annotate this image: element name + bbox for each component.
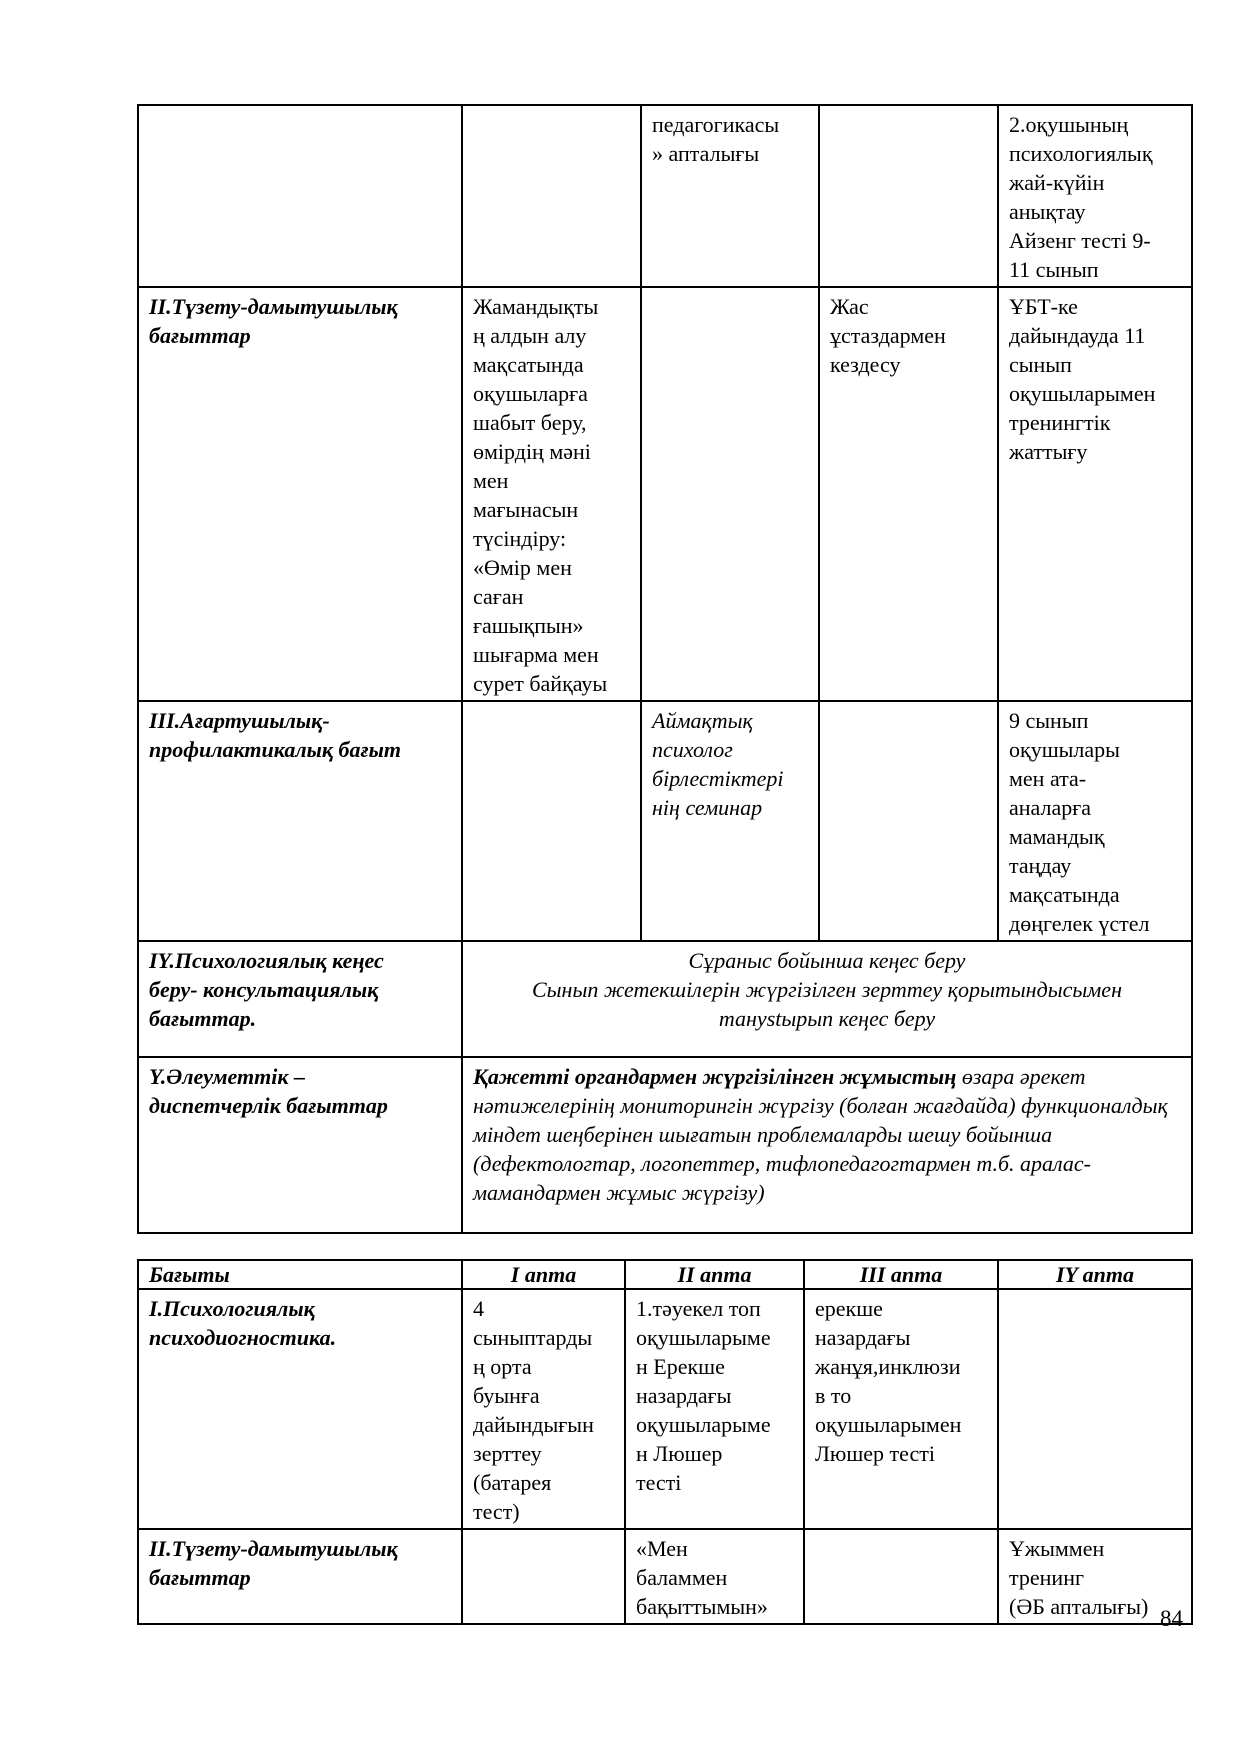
table-row <box>138 1289 1192 1529</box>
cell-text-line: 4 <box>473 1296 484 1321</box>
cell-text-line: психологиялық <box>1009 141 1153 166</box>
week2-cell <box>625 1289 804 1529</box>
cell-text-line: сурет байқауы <box>473 671 608 696</box>
cell-text-line: саған <box>473 584 524 609</box>
cell-text-line: II.Түзету-дамытушылық <box>149 294 398 319</box>
cell-text-line: Жамандықты <box>473 294 599 319</box>
cell-text-line: психодиогностика. <box>149 1325 337 1350</box>
cell-text-line: жай-күйін <box>1009 170 1105 195</box>
table-row <box>138 1529 1192 1624</box>
cell-text-line: Y.Әлеуметтік – <box>149 1064 305 1089</box>
cell-text-line: мен <box>473 468 509 493</box>
cell-text-line: » апталығы <box>652 141 760 166</box>
cell-text-line: аналарға <box>1009 795 1092 820</box>
cell-text-line: оқушыларымен <box>1009 381 1156 406</box>
week3-cell <box>819 105 998 287</box>
cell-text-line: баламмен <box>636 1565 728 1590</box>
cell-text-line: ң орта <box>473 1354 532 1379</box>
table-row <box>138 1057 1192 1233</box>
cell-text-line: таңдау <box>1009 853 1072 878</box>
cell-text-line: IY.Психологиялық кеңес <box>149 948 384 973</box>
week2-cell <box>625 1529 804 1624</box>
direction-cell <box>138 287 462 701</box>
direction-cell <box>138 1289 462 1529</box>
cell-text-line: в то <box>815 1383 852 1408</box>
cell-text-line: жанұя,инклюзи <box>815 1354 961 1379</box>
week2-cell <box>641 701 819 941</box>
cell-text-line: I.Психологиялық <box>149 1296 315 1321</box>
week4-cell <box>998 701 1192 941</box>
week1-cell <box>462 1289 625 1529</box>
weekly-plan-table <box>137 1259 1193 1625</box>
cell-text-line: III.Ағартушылық- <box>149 708 330 733</box>
cell-text-line: назардағы <box>815 1325 911 1350</box>
week3-cell <box>804 1289 998 1529</box>
cell-text-line: шығарма мен <box>473 642 599 667</box>
week3-cell <box>819 287 998 701</box>
page-number: 84 <box>1160 1606 1183 1631</box>
header-week-3: III апта <box>804 1260 998 1289</box>
week4-cell <box>998 1289 1192 1529</box>
cell-text-line: ң алдын алу <box>473 323 587 348</box>
week2-cell <box>641 105 819 287</box>
header-week-2: II апта <box>625 1260 804 1289</box>
cell-text-line: тест) <box>473 1499 520 1524</box>
week1-cell <box>462 105 641 287</box>
cell-text-line: Ұжыммен <box>1009 1536 1105 1561</box>
cell-text-line: мен ата- <box>1009 766 1087 791</box>
cell-text-line: ғашықпын» <box>473 613 584 638</box>
cell-text-line: бақыттымын» <box>636 1594 768 1619</box>
cell-text-line: н Люшер <box>636 1441 723 1466</box>
direction-cell <box>138 941 462 1057</box>
cell-text-line: 1.тәуекел топ <box>636 1296 761 1321</box>
cell-text-line: Сұраныс бойынша кеңес беру <box>688 948 966 973</box>
cell-text-line: оқушылары <box>1009 737 1120 762</box>
cell-text-line: сыныптарды <box>473 1325 593 1350</box>
table-row <box>138 105 1192 287</box>
week4-cell <box>998 105 1192 287</box>
cell-text-line: оқушыларымен <box>815 1412 962 1437</box>
cell-text-line: беру- консультациялық <box>149 977 379 1002</box>
cell-text-line: түсіндіру: <box>473 526 567 551</box>
cell-text-line: тренинг <box>1009 1565 1084 1590</box>
cell-text-line: Жас <box>830 294 869 319</box>
cell-text-line: Люшер тесті <box>815 1441 935 1466</box>
plan-table-continued <box>137 104 1193 1234</box>
direction-cell <box>138 105 462 287</box>
cell-text-line: мағынасын <box>473 497 579 522</box>
cell-text-line: ұстаздармен <box>830 323 946 348</box>
cell-text-line: оқушыларға <box>473 381 588 406</box>
cell-text-line: (батарея <box>473 1470 552 1495</box>
cell-text-line: Аймақтық <box>652 708 753 733</box>
week2-cell <box>641 287 819 701</box>
week3-cell <box>804 1529 998 1624</box>
cell-text-line: психолог <box>652 737 733 762</box>
table-row <box>138 287 1192 701</box>
week1-cell <box>462 701 641 941</box>
cell-text-line: мақсатында <box>1009 882 1120 907</box>
cell-text-line: назардағы <box>636 1383 732 1408</box>
week3-cell <box>819 701 998 941</box>
cell-text-line: педагогикасы <box>652 112 780 137</box>
cell-text-line: ерекше <box>815 1296 883 1321</box>
table-header-row <box>138 1260 1192 1289</box>
cell-text-line: «Өмір мен <box>473 555 572 580</box>
header-week-1: I апта <box>462 1260 625 1289</box>
cell-text-line: шабыт беру, <box>473 410 587 435</box>
cell-text-line: бағыттар <box>149 323 251 348</box>
cell-text-line: Сынып жетекшілерін жүргізілген зерттеу қорытындысымен <box>531 977 1122 1002</box>
cell-text-line: II.Түзету-дамытушылық <box>149 1536 398 1561</box>
cell-text-line: ҰБТ-ке <box>1009 294 1078 319</box>
cell-text-line: дайындауда 11 <box>1009 323 1146 348</box>
consultation-cell <box>462 941 1192 1057</box>
cell-text-line: «Мен <box>636 1536 688 1561</box>
cell-text-line: Айзенг тесті 9- <box>1009 228 1151 253</box>
cell-text-line: буынға <box>473 1383 540 1408</box>
cell-text-line: кездесу <box>830 352 901 377</box>
cell-text-line: оқушыларыме <box>636 1412 771 1437</box>
cell-text-line: 2.оқушының <box>1009 112 1129 137</box>
cell-text-line: бағыттар <box>149 1565 251 1590</box>
cell-text-line: бірлестіктері <box>652 766 784 791</box>
rest-text: өзара әрекет нәтижелерінің мониторингін жүргізу (болған жағдайда) функционалдық міндет шеңберінен шығатын проблемаларды шешу бойынша (дефектологтар, логопеттер, тифлопедагогтармен т.б. аралас-мамандармен жұмыс жүргізу) <box>473 1064 1168 1205</box>
cell-text-line: дөңгелек үстел <box>1009 911 1150 936</box>
cell-text-line: оқушыларыме <box>636 1325 771 1350</box>
week1-cell <box>462 1529 625 1624</box>
cell-text-line: дайындығын <box>473 1412 594 1437</box>
direction-cell <box>138 1057 462 1233</box>
cell-text-line: өмірдің мәні <box>473 439 591 464</box>
cell-text-line: нің семинар <box>652 795 763 820</box>
cell-text-line: сынып <box>1009 352 1072 377</box>
cell-text-line: зерттеу <box>473 1441 542 1466</box>
week1-cell <box>462 287 641 701</box>
cell-text-line: 11 сынып <box>1009 257 1099 282</box>
cell-text-line: профилактикалық бағыт <box>149 737 402 762</box>
direction-cell <box>138 701 462 941</box>
header-week-4: IY апта <box>998 1260 1192 1289</box>
header-direction: Бағыты <box>138 1260 462 1289</box>
social-dispatch-cell <box>462 1057 1192 1233</box>
week4-cell <box>998 287 1192 701</box>
cell-text-line: анықтау <box>1009 199 1086 224</box>
cell-text-line: жаттығу <box>1009 439 1088 464</box>
cell-text-line: мамандық <box>1009 824 1105 849</box>
cell-text-line: бағыттар. <box>149 1006 257 1031</box>
table-row <box>138 941 1192 1057</box>
cell-text-line: мақсатында <box>473 352 584 377</box>
cell-text-line: тренингтік <box>1009 410 1111 435</box>
table-row <box>138 701 1192 941</box>
cell-text-line: н Ерекше <box>636 1354 725 1379</box>
cell-text-line: танystырып кеңес беру <box>718 1006 936 1031</box>
bold-lead-text: Қажетті органдармен жүргізілінген жұмыстың <box>473 1064 957 1089</box>
cell-text-line: диспетчерлік бағыттар <box>149 1093 388 1118</box>
cell-text-line: (ӘБ апталығы) <box>1009 1594 1149 1619</box>
cell-text-line: тесті <box>636 1470 682 1495</box>
direction-cell <box>138 1529 462 1624</box>
cell-text-line: 9 сынып <box>1009 708 1089 733</box>
